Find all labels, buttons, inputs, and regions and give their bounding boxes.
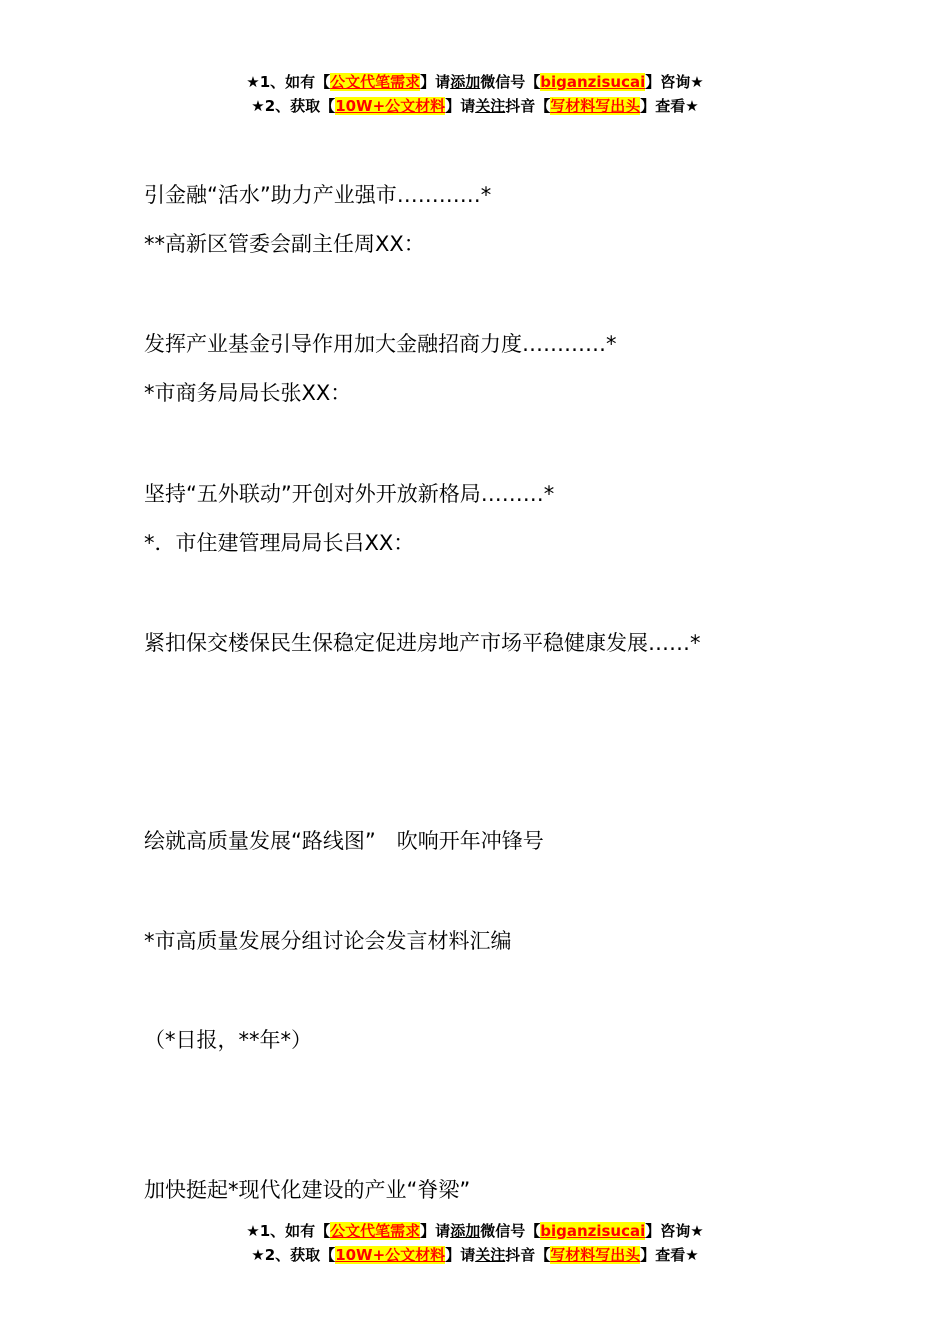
highlight-text: 10W+公文材料 xyxy=(335,97,446,115)
banner-text: ★1、如有【 xyxy=(246,1222,331,1240)
banner-line-1 xyxy=(0,1219,950,1243)
banner-line-2 xyxy=(0,94,950,118)
banner-text: 】查看★ xyxy=(640,1246,699,1264)
header-banner xyxy=(0,70,950,118)
douyin-account: 写材料写出头 xyxy=(550,1246,641,1264)
underlined-text: 关注 xyxy=(475,97,506,115)
banner-text: 抖音【 xyxy=(505,1246,551,1264)
banner-text: ★2、获取【 xyxy=(251,1246,336,1264)
wechat-id: biganzisucai xyxy=(540,1222,646,1240)
section-title: 绘就高质量发展“路线图” 吹响开年冲锋号 xyxy=(144,829,544,853)
footer-banner xyxy=(0,1219,950,1267)
toc-entry: 紧扣保交楼保民生保稳定促进房地产市场平稳健康发展……* xyxy=(144,631,701,655)
highlight-text: 公文代笔需求 xyxy=(330,73,421,91)
banner-text: 】请 xyxy=(445,97,476,115)
banner-text: 】请 xyxy=(445,1246,476,1264)
banner-text: 微信号【 xyxy=(480,73,541,91)
highlight-text: 10W+公文材料 xyxy=(335,1246,446,1264)
underlined-text: 添加 xyxy=(450,73,481,91)
highlight-text: 公文代笔需求 xyxy=(330,1222,421,1240)
banner-text: 】咨询★ xyxy=(645,73,704,91)
banner-line-1 xyxy=(0,70,950,94)
underlined-text: 添加 xyxy=(450,1222,481,1240)
banner-line-2 xyxy=(0,1243,950,1267)
banner-text: 】请 xyxy=(420,73,451,91)
banner-text: ★2、获取【 xyxy=(251,97,336,115)
speaker-line: **高新区管委会副主任周XX： xyxy=(144,232,425,256)
douyin-account: 写材料写出头 xyxy=(550,97,641,115)
banner-text: 微信号【 xyxy=(480,1222,541,1240)
speaker-line: *市商务局局长张XX： xyxy=(144,381,352,405)
banner-text: 】查看★ xyxy=(640,97,699,115)
source-line: （*日报，**年*） xyxy=(144,1028,312,1052)
toc-entry: 发挥产业基金引导作用加大金融招商力度…………* xyxy=(144,332,617,356)
section-subtitle: *市高质量发展分组讨论会发言材料汇编 xyxy=(144,929,512,953)
speaker-line: *．市住建管理局局长吕XX： xyxy=(144,531,415,555)
toc-entry: 引金融“活水”助力产业强市…………* xyxy=(144,183,492,207)
banner-text: 】请 xyxy=(420,1222,451,1240)
wechat-id: biganzisucai xyxy=(540,73,646,91)
banner-text: 】咨询★ xyxy=(645,1222,704,1240)
banner-text: 抖音【 xyxy=(505,97,551,115)
underlined-text: 关注 xyxy=(475,1246,506,1264)
toc-entry: 坚持“五外联动”开创对外开放新格局………* xyxy=(144,482,555,506)
article-title: 加快挺起*现代化建设的产业“脊梁” xyxy=(144,1178,471,1202)
banner-text: ★1、如有【 xyxy=(246,73,331,91)
